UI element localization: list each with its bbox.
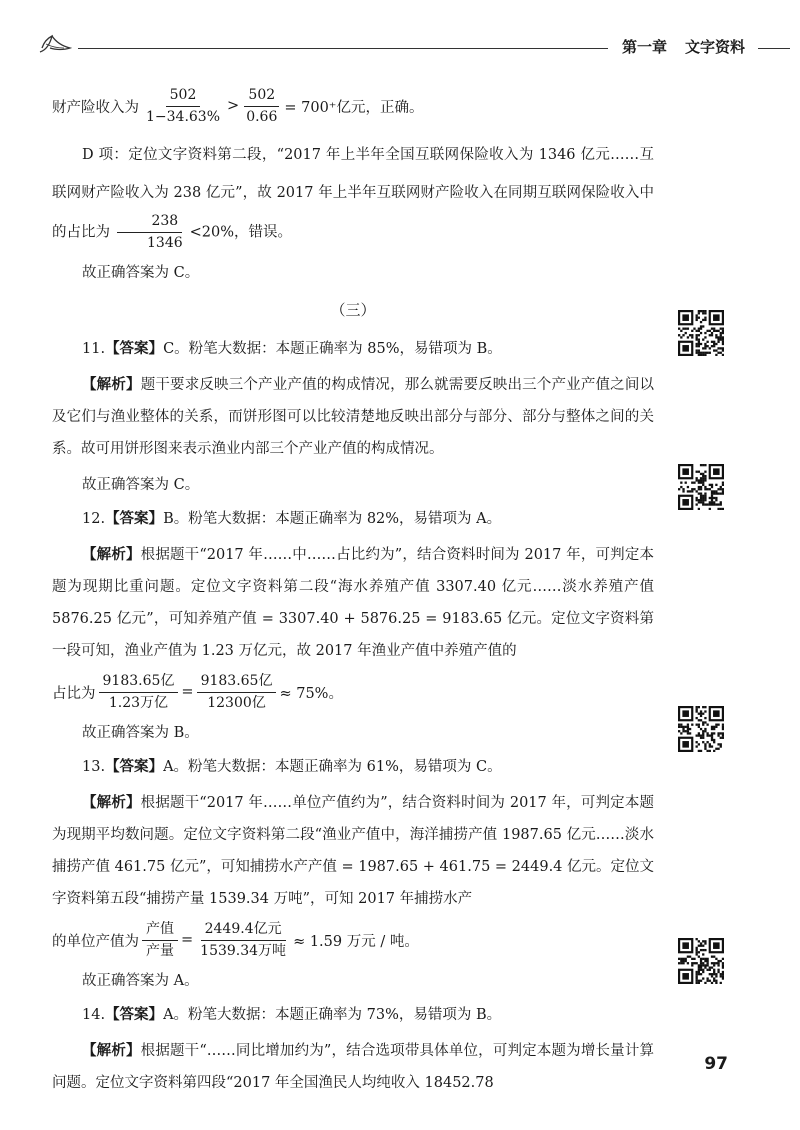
- header-rule-right: [758, 48, 790, 49]
- explanation-text: 根据题干“……同比增加约为”，结合选项带具体单位，可判定本题为增长量计算问题。定位文字资料第四段“2017 年全国渔民人均纯收入 18452.78: [52, 1043, 654, 1091]
- formula-prefix: 财产险收入为: [52, 99, 139, 116]
- formula-prefix: 占比为: [52, 685, 96, 702]
- qr-code-icon[interactable]: [678, 938, 724, 984]
- q14-explanation: [52, 1035, 654, 1099]
- numerator: 238: [117, 212, 182, 233]
- denominator: 1−34.63%: [146, 108, 221, 125]
- operator: =: [181, 684, 194, 700]
- denominator: 0.66: [246, 108, 278, 125]
- q14-answer: [52, 1001, 654, 1029]
- d-item-text: D 项：定位文字资料第二段，“2017 年上半年全国互联网保险收入为 1346 亿元……互联网财产险收入为 238 亿元”，故 2017 年上半年互联网财产险收入在同期互联网保险收入中的占比为: [52, 147, 654, 241]
- q13-formula: [52, 915, 654, 965]
- fraction: [142, 86, 224, 127]
- fraction: [99, 672, 179, 713]
- formula-prefix: 的单位产值为: [52, 933, 139, 950]
- fraction: [142, 920, 178, 961]
- conclusion: 故正确答案为 C。: [82, 265, 200, 281]
- q11-answer: [52, 335, 654, 363]
- numerator: 502: [166, 86, 201, 107]
- leaf-ornament-icon: [38, 32, 72, 56]
- numerator: 9183.65亿: [197, 672, 277, 693]
- denominator: 1.23万亿: [108, 694, 169, 711]
- fraction: [113, 212, 187, 253]
- denominator: 产量: [146, 942, 174, 959]
- question-number: 14.: [82, 1007, 106, 1023]
- operator: >: [227, 98, 240, 114]
- numerator: 产值: [142, 920, 178, 941]
- explanation-tag: 【解析】: [82, 546, 141, 563]
- d-item-tail: <20%，错误。: [189, 224, 293, 241]
- denominator: 12300亿: [207, 694, 266, 711]
- page-body: [52, 80, 654, 1105]
- answer-tag: 【答案】: [105, 758, 164, 775]
- numerator: 9183.65亿: [99, 672, 179, 693]
- numerator: 2449.4亿元: [201, 920, 286, 941]
- qr-code-icon[interactable]: [678, 310, 724, 356]
- answer-text: A。粉笔大数据：本题正确率为 61%，易错项为 C。: [163, 759, 502, 775]
- numerator: 502: [244, 86, 279, 107]
- section-heading: （三）: [330, 301, 376, 319]
- explanation-text: 题干要求反映三个产业产值的构成情况，那么就需要反映出三个产业产值之间以及它们与渔业整体的关系，而饼形图可以比较清楚地反映出部分与部分、部分与整体之间的关系。故可用饼形图来表示渔业内部三个产业产值的构成情况。: [52, 377, 655, 457]
- chapter-label: [622, 36, 745, 57]
- fraction: [242, 86, 281, 127]
- q12-conclusion: 故正确答案为 B。: [82, 725, 199, 741]
- answer-text: C。粉笔大数据：本题正确率为 85%，易错项为 B。: [163, 341, 502, 357]
- explanation-tag: 【解析】: [82, 376, 141, 393]
- formula-result: ≈ 1.59 万元 / 吨。: [293, 933, 419, 950]
- question-number: 11.: [82, 341, 106, 357]
- explanation-tag: 【解析】: [82, 1042, 141, 1059]
- chapter-title: 文字资料: [685, 38, 746, 56]
- fraction: [196, 920, 290, 961]
- header-rule-left: [78, 48, 608, 49]
- explanation-text: 根据题干“2017 年……中……占比约为”，结合资料时间为 2017 年，可判定本题为现期比重问题。定位文字资料第二段“海水养殖产值 3307.40 亿元……淡水养殖产值 5876.25 亿元”，可知养殖产值 = 3307.40 + 5876.25 = 9183.65 亿元。定位文字资料第一段可知，渔业产值为 1.23 万亿元，故 2017 年渔业产值中养殖产值的: [52, 547, 654, 659]
- formula-result: ≈ 75%。: [279, 685, 343, 702]
- answer-tag: 【答案】: [105, 340, 164, 357]
- top-formula: [52, 80, 654, 132]
- q12-formula: [52, 667, 654, 717]
- chapter-number: 第一章: [622, 38, 668, 56]
- page-header: [30, 26, 790, 62]
- q13-explanation: [52, 787, 654, 915]
- d-item-paragraph: [52, 136, 654, 253]
- page-number: 97: [704, 1054, 728, 1074]
- answer-text: B。粉笔大数据：本题正确率为 82%，易错项为 A。: [163, 511, 502, 527]
- question-number: 13.: [82, 759, 106, 775]
- denominator: 1346: [147, 235, 183, 251]
- answer-tag: 【答案】: [105, 1006, 164, 1023]
- operator: =: [181, 932, 194, 948]
- q12-explanation: [52, 539, 654, 667]
- q13-answer: [52, 753, 654, 781]
- qr-code-icon[interactable]: [678, 706, 724, 752]
- q11-conclusion: 故正确答案为 C。: [82, 477, 200, 493]
- explanation-tag: 【解析】: [82, 794, 141, 811]
- q12-answer: [52, 505, 654, 533]
- q13-conclusion: 故正确答案为 A。: [82, 973, 199, 989]
- answer-text: A。粉笔大数据：本题正确率为 73%，易错项为 B。: [163, 1007, 502, 1023]
- qr-code-icon[interactable]: [678, 464, 724, 510]
- explanation-text: 根据题干“2017 年……单位产值约为”，结合资料时间为 2017 年，可判定本题为现期平均数问题。定位文字资料第二段“渔业产值中，海洋捕捞产值 1987.65 亿元……淡水捕捞产值 461.75 亿元”，可知捕捞水产产值 = 1987.65 + 461.75 = 2449.4 亿元。定位文字资料第五段“捕捞产量 1539.34 万吨”，可知 2017 年捕捞水产: [52, 795, 655, 907]
- fraction: [197, 672, 277, 713]
- formula-result: = 700⁺亿元，正确。: [284, 99, 424, 116]
- question-number: 12.: [82, 511, 106, 527]
- denominator: 1539.34万吨: [200, 942, 287, 959]
- answer-tag: 【答案】: [105, 510, 164, 527]
- q11-explanation: [52, 369, 654, 465]
